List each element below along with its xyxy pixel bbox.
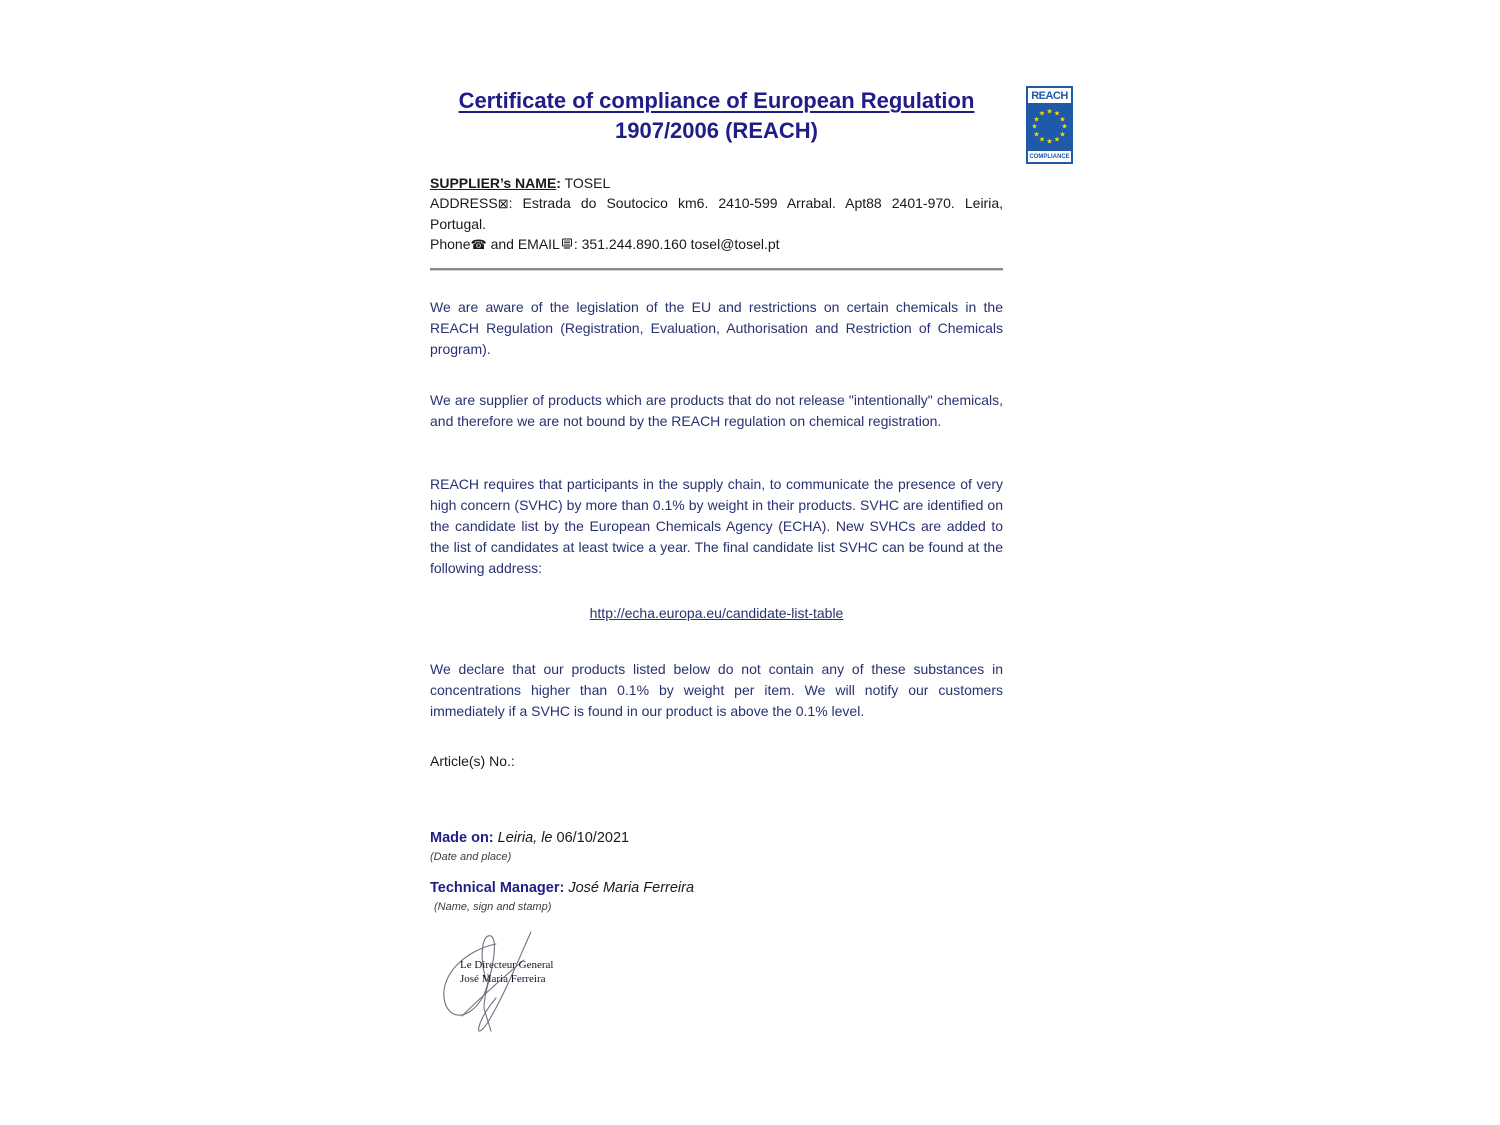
computer-icon [561, 235, 573, 255]
reach-logo-compliance-label: COMPLIANCE [1028, 151, 1071, 162]
paragraph-supplier-statement: We are supplier of products which are products that do not release "intentionally" chemicals, and therefore we are not bound by the REACH regulation on chemical registration. [430, 392, 1003, 429]
name-sign-stamp-note: (Name, sign and stamp) [434, 901, 552, 913]
page-title [430, 86, 1003, 146]
contact-value: : 351.244.890.160 tosel@tosel.pt [573, 236, 780, 252]
eu-stars-field [1028, 103, 1071, 151]
candidate-list-link-row [430, 603, 1003, 624]
eu-star-icon: ★ [1046, 108, 1053, 116]
signature-stamp-line1: Le Directeur General [460, 959, 554, 971]
phone-icon: ☎ [470, 237, 487, 252]
eu-star-icon: ★ [1038, 110, 1046, 118]
eu-star-icon: ★ [1031, 123, 1038, 131]
made-on-label: Made on: [430, 830, 494, 846]
technical-manager-label: Technical Manager: [430, 880, 565, 896]
supplier-name-label: SUPPLIER’s NAME [430, 175, 557, 191]
reach-compliance-logo [1026, 86, 1073, 164]
made-on-row [430, 828, 1003, 849]
candidate-list-link[interactable]: http://echa.europa.eu/candidate-list-table [589, 605, 844, 621]
supplier-address-row [430, 193, 1003, 234]
technical-manager-name: José Maria Ferreira [564, 880, 695, 896]
date-place-note: (Date and place) [430, 851, 512, 863]
eu-star-icon: ★ [1053, 136, 1061, 144]
supplier-name-row [430, 173, 1003, 193]
section-divider [430, 268, 1003, 270]
made-on-place: Leiria, le [493, 830, 553, 846]
address-value: : Estrada do Soutocico km6. 2410-599 Arrabal. Apt88 2401-970. Leiria, Portugal. [430, 195, 1003, 232]
signature-area [434, 928, 562, 1040]
paragraph-reach-requirements: REACH requires that participants in the supply chain, to communicate the presence of very high concern (SVHC) by more than 0.1% by weight in their products. SVHC are identified on the candidate list by the European Chemicals Agency (ECHA). New SVHCs are added to the list of candidates at least twice a year. The final candidate list SVHC can be found at the following address: [430, 476, 1003, 576]
signature-stamp-line2: José Maria Ferreira [460, 973, 546, 985]
eu-star-icon: ★ [1059, 116, 1066, 123]
articles-number-label: Article(s) No.: [430, 753, 515, 769]
page-title-line2: 1907/2006 (REACH) [615, 118, 818, 143]
made-on-date: 06/10/2021 [552, 830, 630, 846]
phone-label: Phone [430, 236, 471, 252]
paragraph-awareness: We are aware of the legislation of the EU and restrictions on certain chemicals in the REACH Regulation (Registration, Evaluation, Authorisation and Restriction of Chemicals program). [430, 299, 1003, 357]
eu-star-icon: ★ [1061, 123, 1068, 131]
certificate-document [430, 86, 1003, 1040]
envelope-icon: ⊠ [497, 196, 509, 211]
supplier-block [430, 173, 1003, 255]
eu-star-icon: ★ [1053, 110, 1061, 118]
supplier-name-value: TOSEL [560, 175, 611, 191]
technical-manager-row [430, 878, 1003, 899]
eu-star-icon: ★ [1059, 131, 1066, 138]
email-label: and EMAIL [486, 236, 560, 252]
eu-star-icon: ★ [1046, 138, 1053, 146]
supplier-contact-row [430, 234, 1003, 255]
eu-star-icon: ★ [1033, 131, 1040, 138]
eu-star-icon: ★ [1038, 136, 1046, 144]
page-title-line1: Certificate of compliance of European Regulation [458, 88, 975, 113]
signature-stamp-text [460, 958, 553, 986]
eu-star-icon: ★ [1033, 116, 1040, 123]
reach-logo-title: REACH [1028, 88, 1071, 103]
address-label: ADDRESS [430, 195, 498, 211]
paragraph-declaration: We declare that our products listed below do not contain any of these substances in concentrations higher than 0.1% by weight per item. We will notify our customers immediately if a SVHC is found in our product is above the 0.1% level. [430, 661, 1003, 719]
supplier-name-colon: : [556, 175, 561, 191]
